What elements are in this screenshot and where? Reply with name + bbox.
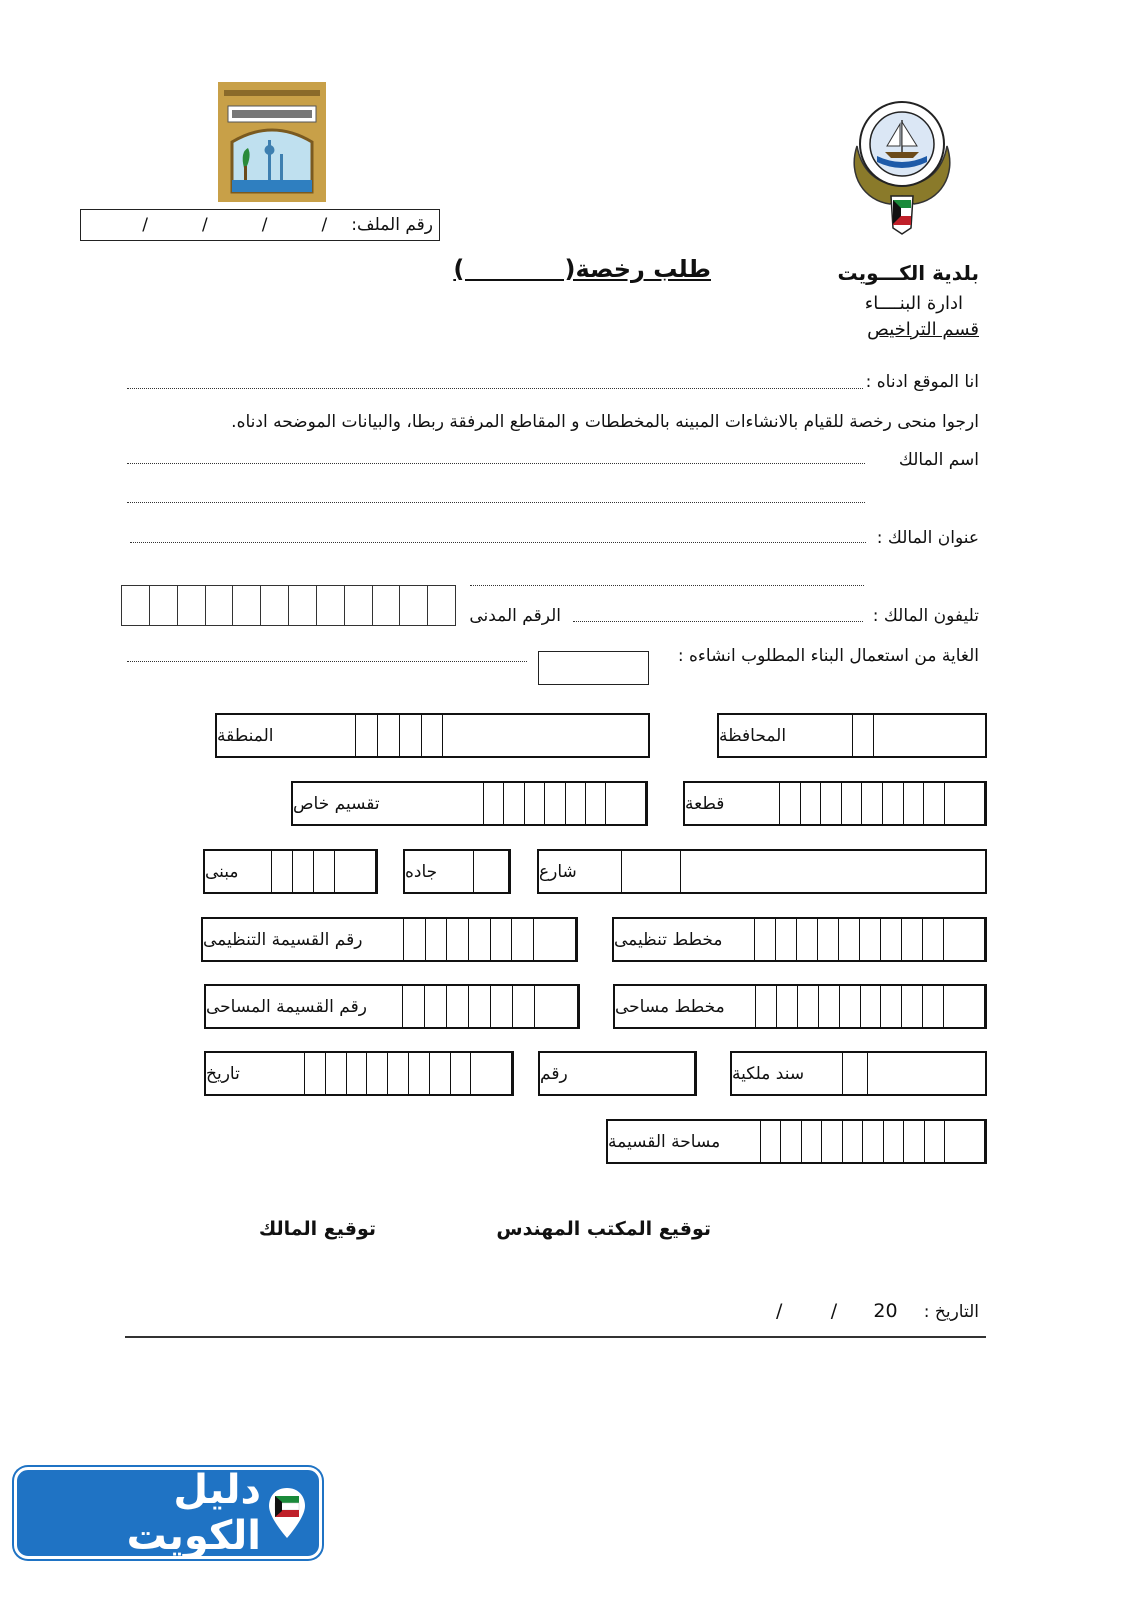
plot-area-field[interactable] <box>606 1119 987 1164</box>
footer-date-label: التاريخ : <box>923 1302 979 1322</box>
department-name: ادارة البنــــاء <box>864 293 963 314</box>
request-text: ارجوا منحى رخصة للقيام بالانشاءات المبينه بالمخططات و المقاطع المرفقة ربطا، والبيانات الموضحه ادناه. <box>231 412 979 432</box>
number-label: رقم <box>540 1063 568 1084</box>
footer-rule <box>125 1336 986 1338</box>
street-field[interactable] <box>537 849 987 894</box>
owner-name-line[interactable] <box>127 463 865 464</box>
area-label: المنطقة <box>217 725 274 746</box>
owner-phone-line[interactable] <box>573 621 863 622</box>
signer-line[interactable] <box>127 388 863 389</box>
file-number-slashes: / / / / <box>142 215 328 235</box>
footer-date-value[interactable]: 20 / / <box>776 1300 898 1322</box>
owner-name-line-2[interactable] <box>127 502 865 503</box>
survey-plot-no-field[interactable] <box>204 984 580 1029</box>
kuwait-emblem <box>845 96 960 236</box>
purpose-label: الغاية من استعمال البناء المطلوب انشاءه : <box>677 646 979 666</box>
civil-id-boxes[interactable] <box>121 585 456 626</box>
file-number-box[interactable] <box>80 209 440 241</box>
owner-name-label: اسم المالك <box>898 450 979 470</box>
block-field[interactable] <box>683 781 987 826</box>
zoning-plan-label: مخطط تنظيمى <box>614 929 723 950</box>
title-deed-label: سند ملكية <box>732 1063 805 1084</box>
number-field[interactable] <box>538 1051 697 1096</box>
area-field[interactable] <box>215 713 650 758</box>
building-label: مبنى <box>205 861 239 882</box>
avenue-label: جاده <box>405 861 438 882</box>
title-deed-field[interactable] <box>730 1051 987 1096</box>
form-title: طلب رخصة( ) <box>453 255 711 283</box>
zoning-plan-field[interactable] <box>612 917 987 962</box>
purpose-box[interactable] <box>538 651 649 685</box>
street-label: شارع <box>539 861 577 882</box>
org-name: بلدية الكـــويت <box>837 261 979 285</box>
survey-plot-no-label: رقم القسيمة المساحى <box>206 996 367 1017</box>
avenue-field[interactable] <box>403 849 511 894</box>
civil-id-label: الرقم المدنى <box>469 606 561 626</box>
owner-phone-label: تليفون المالك : <box>872 606 979 626</box>
private-division-label: تقسيم خاص <box>293 793 380 814</box>
file-number-label: رقم الملف: <box>351 215 433 235</box>
municipality-logo <box>218 82 326 202</box>
owner-address-line-2[interactable] <box>470 585 864 586</box>
date-field[interactable] <box>204 1051 514 1096</box>
owner-address-label: عنوان المالك : <box>876 528 979 548</box>
governorate-field[interactable] <box>717 713 987 758</box>
watermark-badge <box>14 1467 322 1559</box>
block-label: قطعة <box>685 793 725 814</box>
governorate-label: المحافظة <box>719 725 787 746</box>
engineer-office-signature-label: توقيع المكتب المهندس <box>496 1218 711 1240</box>
kuwait-map-pin-icon <box>267 1486 307 1540</box>
survey-plan-label: مخطط مساحى <box>615 996 725 1017</box>
survey-plan-field[interactable] <box>613 984 987 1029</box>
date-field-label: تاريخ <box>206 1063 240 1084</box>
signer-label: انا الموقع ادناه : <box>865 372 979 392</box>
zoning-plot-no-field[interactable] <box>201 917 578 962</box>
watermark-text: دليل الكويت <box>126 1467 261 1559</box>
building-field[interactable] <box>203 849 378 894</box>
plot-area-label: مساحة القسيمة <box>608 1131 721 1152</box>
zoning-plot-no-label: رقم القسيمة التنظيمى <box>203 929 363 950</box>
purpose-line[interactable] <box>127 661 527 662</box>
owner-address-line[interactable] <box>130 542 866 543</box>
private-division-field[interactable] <box>291 781 648 826</box>
owner-signature-label: توقيع المالك <box>258 1218 376 1240</box>
section-name: قسم التراخيص <box>867 319 979 340</box>
